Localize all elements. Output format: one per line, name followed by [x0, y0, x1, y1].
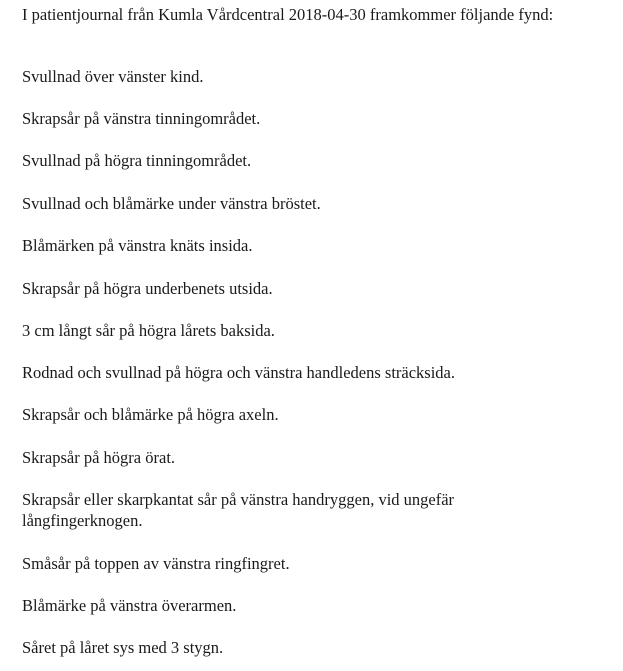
- finding-item: Skrapsår på vänstra tinningområdet.: [22, 109, 261, 128]
- finding-item: Rodnad och svullnad på högra och vänstra handledens sträcksida.: [22, 363, 456, 382]
- finding-item: Svullnad på högra tinningområdet.: [22, 151, 252, 170]
- finding-item: Blåmärke på vänstra överarmen.: [22, 596, 237, 615]
- finding-item: Skrapsår eller skarpkantat sår på vänstra handryggen, vid ungefär långfingerknogen.: [22, 490, 455, 530]
- finding-item: Skrapsår och blåmärke på högra axeln.: [22, 405, 279, 424]
- finding-item: Skrapsår på högra underbenets utsida.: [22, 279, 273, 298]
- finding-item: Svullnad över vänster kind.: [22, 67, 204, 86]
- intro-paragraph: I patientjournal från Kumla Vårdcentral 2018-04-30 framkommer följande fynd:: [22, 5, 554, 24]
- finding-item: Småsår på toppen av vänstra ringfingret.: [22, 554, 290, 573]
- finding-item: Såret på låret sys med 3 stygn.: [22, 638, 224, 657]
- finding-item: Svullnad och blåmärke under vänstra bröstet.: [22, 194, 321, 213]
- finding-item: Skrapsår på högra örat.: [22, 448, 176, 467]
- finding-item: Blåmärken på vänstra knäts insida.: [22, 236, 253, 255]
- finding-item: 3 cm långt sår på högra lårets baksida.: [22, 321, 275, 340]
